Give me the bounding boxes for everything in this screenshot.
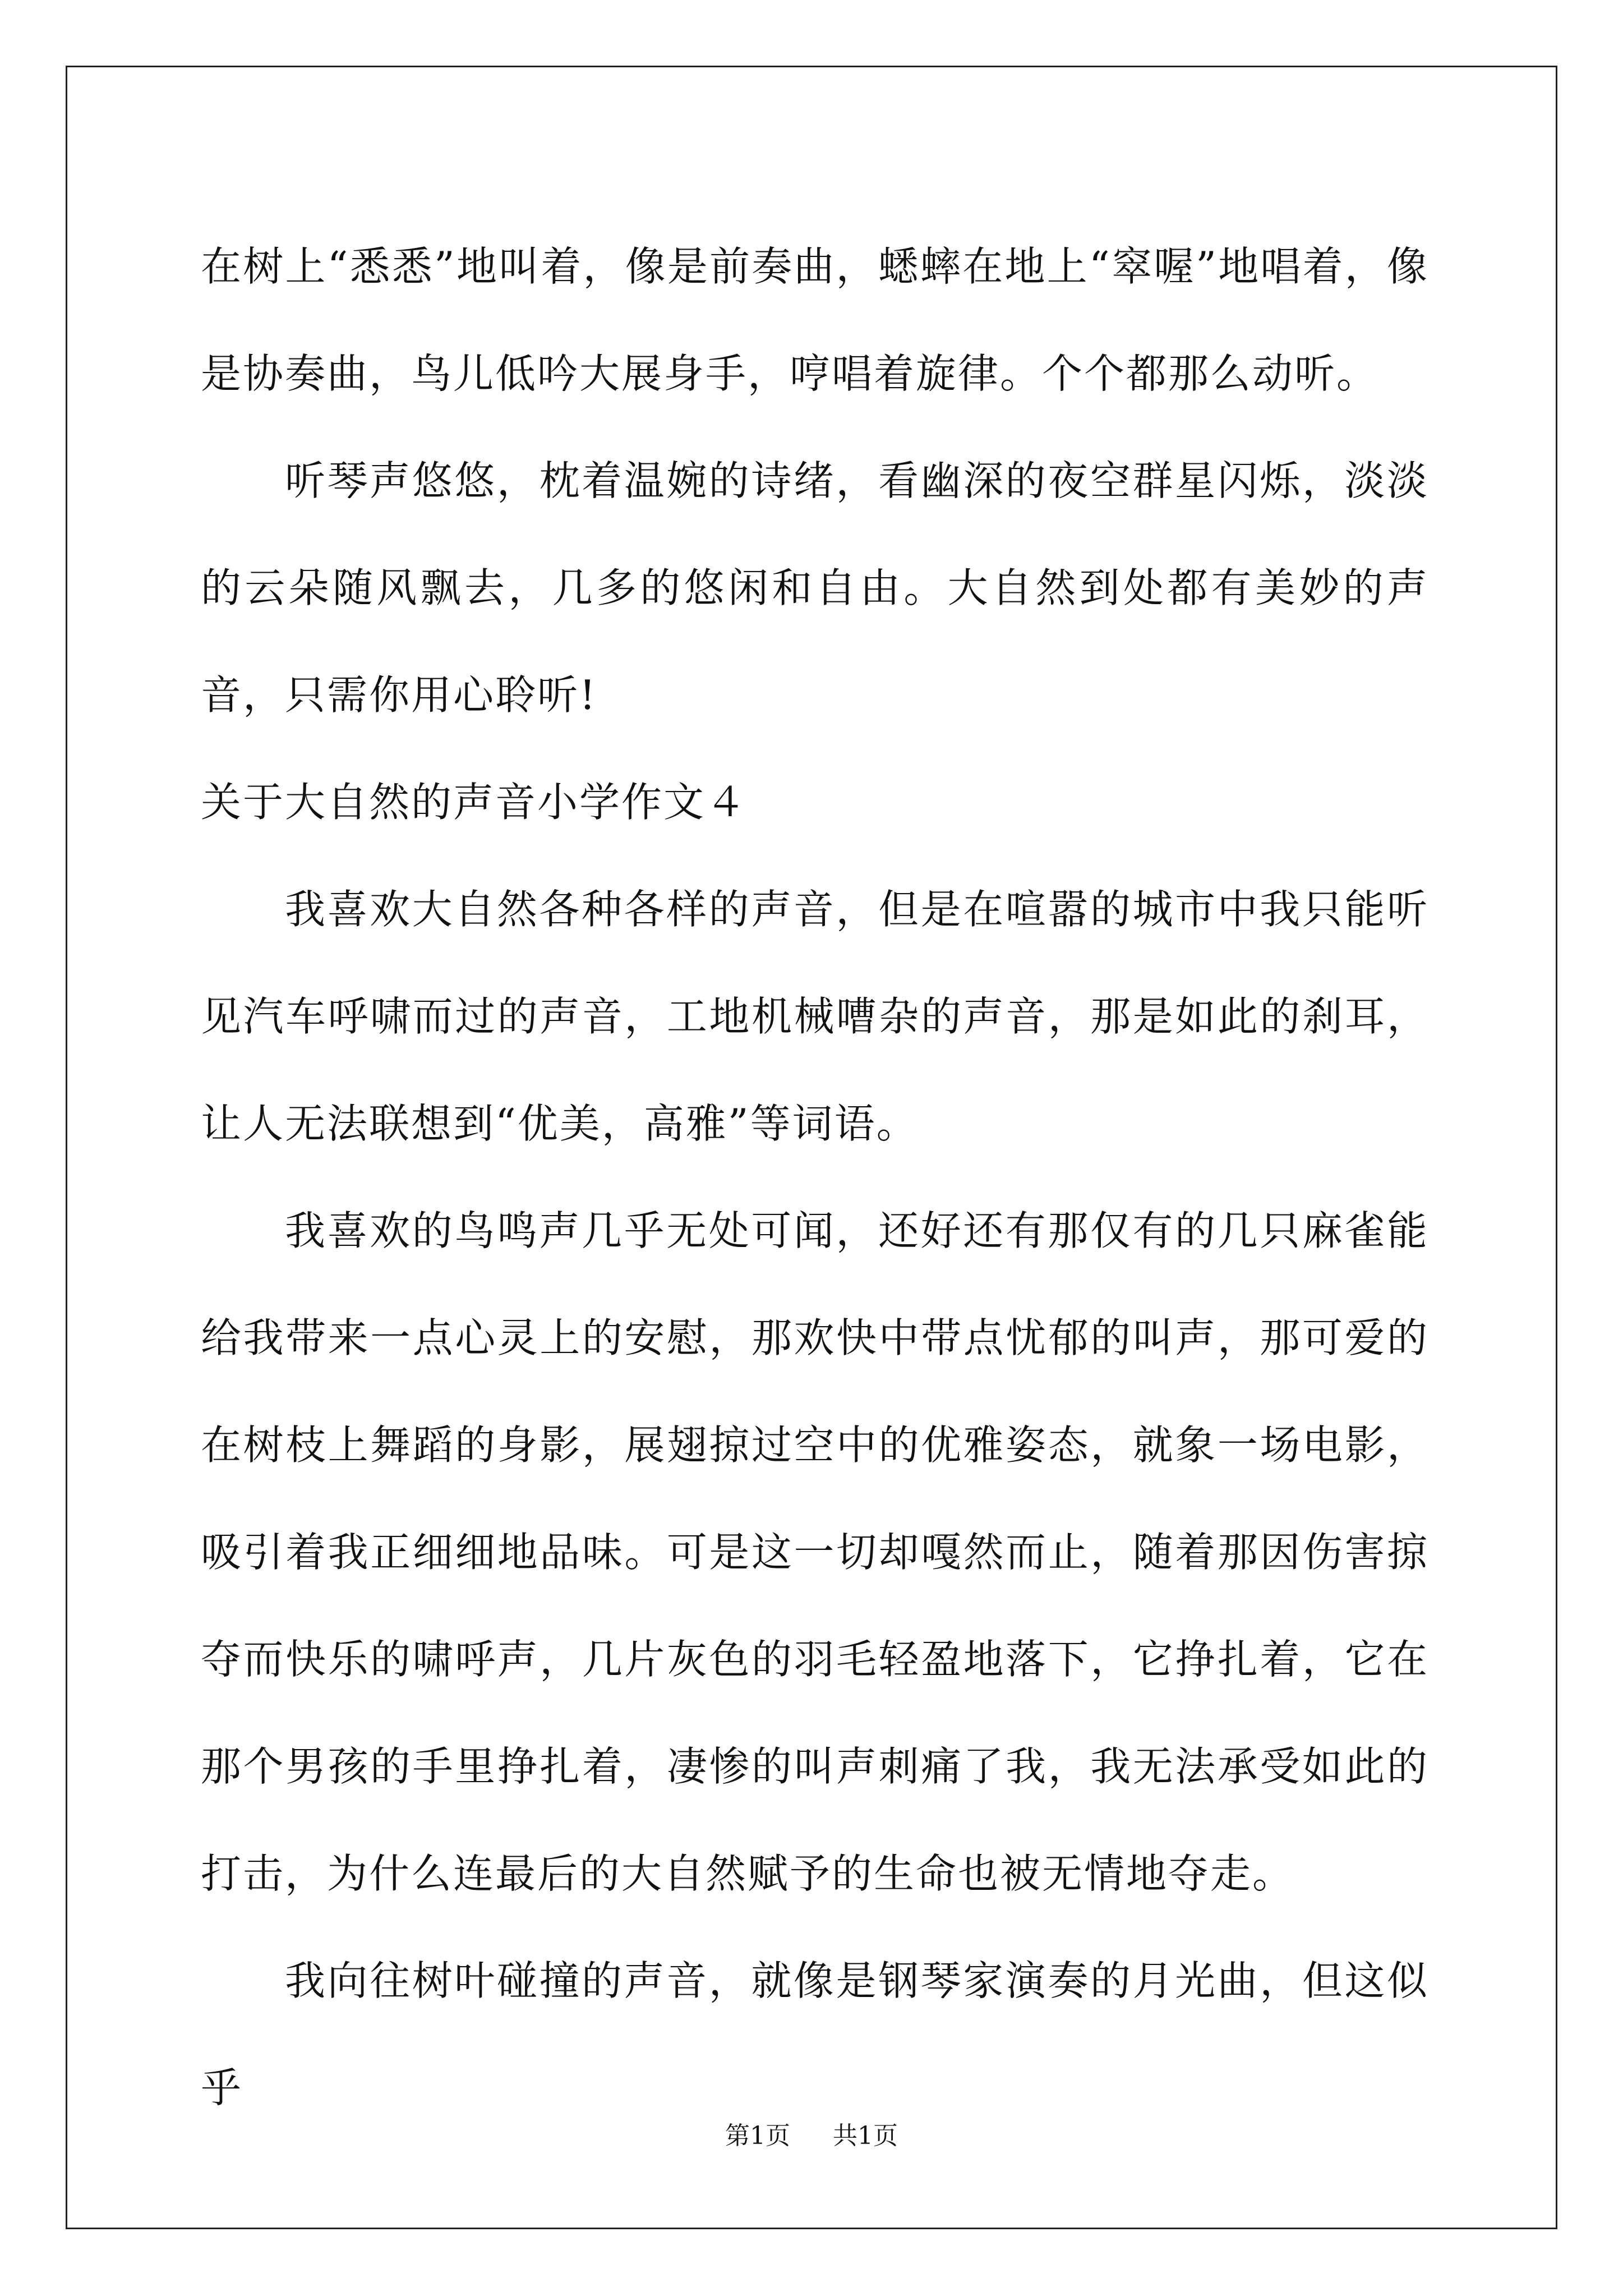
page-footer: [0, 2119, 1623, 2153]
paragraph-3: 我喜欢大自然各种各样的声音，但是在喧嚣的城市中我只能听见汽车呼啸而过的声音，工地机械嘈杂的声音，那是如此的刹耳，让人无法联想到“优美，高雅”等词语。: [201, 886, 1429, 1147]
page-number: 第1页: [725, 2122, 790, 2150]
page-total: 共1页: [833, 2122, 898, 2150]
document-body: [201, 213, 1429, 2142]
paragraph-2: 听琴声悠悠，枕着温婉的诗绪，看幽深的夜空群星闪烁，淡淡的云朵随风飘去，几多的悠闲和自由。大自然到处都有美妙的声音，只需你用心聆听!: [201, 457, 1429, 719]
paragraph-1: 在树上“悉悉”地叫着，像是前奏曲，蟋蟀在地上“窣喔”地唱着，像是协奏曲，鸟儿低吟大展身手，哼唱着旋律。个个都那么动听。: [201, 243, 1429, 397]
section-heading: 关于大自然的声音小学作文４: [201, 779, 748, 826]
paragraph-4: 我喜欢的鸟鸣声几乎无处可闻，还好还有那仅有的几只麻雀能给我带来一点心灵上的安慰，那欢快中带点忧郁的叫声，那可爱的在树枝上舞蹈的身影，展翅掠过空中的优雅姿态，就象一场电影，吸引着我正细细地品味。可是这一切却嘎然而止，随着那因伤害掠夺而快乐的啸呼声，几片灰色的羽毛轻盈地落下，它挣扎着，它在那个男孩的手里挣扎着，凄惨的叫声刺痛了我，我无法承受如此的打击，为什么连最后的大自然赋予的生命也被无情地夺走。: [201, 1207, 1429, 1897]
paragraph-5: 我向往树叶碰撞的声音，就像是钢琴家演奏的月光曲，但这似乎: [201, 1957, 1429, 2111]
